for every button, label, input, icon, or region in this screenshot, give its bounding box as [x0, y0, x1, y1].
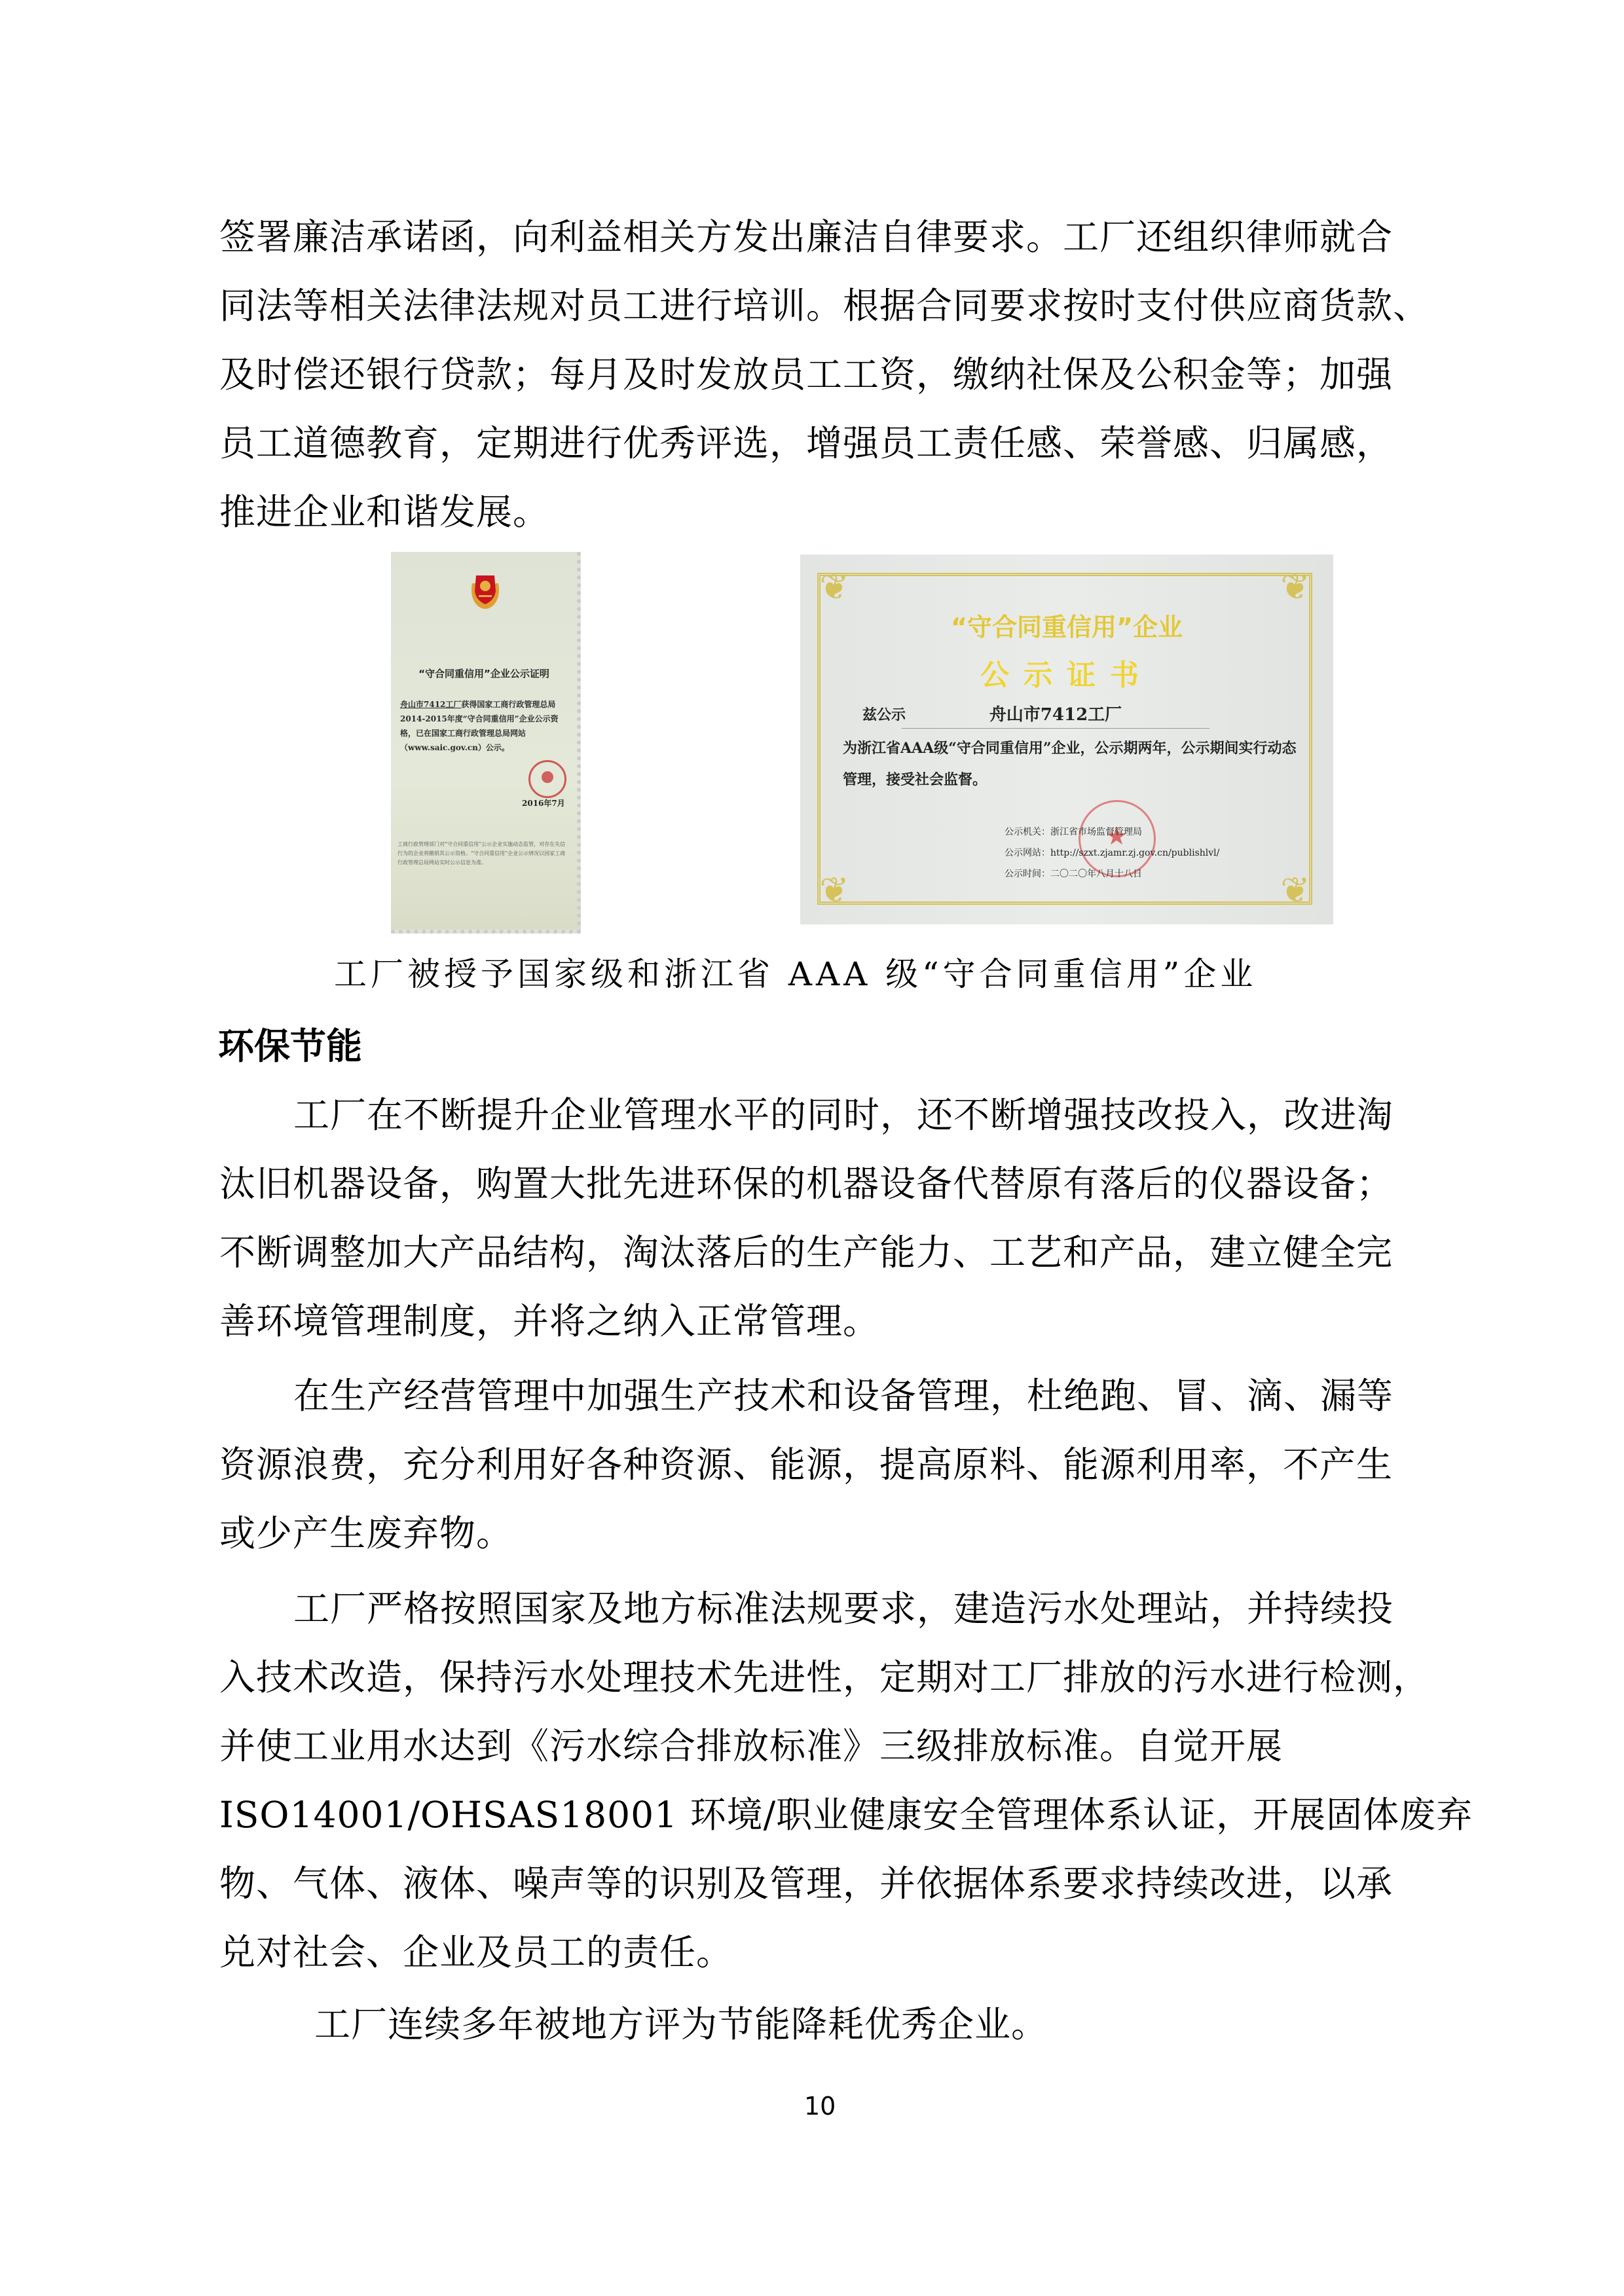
certificate-body-text: 获得国家工商行政管理总局2014-2015年度“守合同重信用”企业公示资格，已在国家工商行政管理总局网站（www.saic.gov.cn）公示。: [400, 700, 559, 752]
body-text-line: ISO14001/OHSAS18001 环境/职业健康安全管理体系认证，开展固体废弃: [219, 1794, 1473, 1836]
certificate-subtitle: 公示证书: [980, 659, 1153, 692]
body-text-line: 资源浪费，充分利用好各种资源、能源，提高原料、能源利用率，不产生: [219, 1444, 1393, 1485]
body-text-line: 善环境管理制度，并将之纳入正常管理。: [219, 1300, 880, 1342]
certificate-company: 舟山市7412工厂: [400, 700, 462, 709]
body-text-line: 入技术改造，保持污水处理技术先进性，定期对工厂排放的污水进行检测，: [219, 1656, 1430, 1698]
body-text-line: 同法等相关法律法规对员工进行培训。根据合同要求按时支付供应商货款、: [219, 285, 1430, 327]
certificate-body: [400, 697, 568, 755]
body-text-line: 员工道德教育，定期进行优秀评选，增强员工责任感、荣誉感、归属感，: [219, 422, 1393, 464]
official-seal-icon: [528, 760, 566, 798]
certificate-title: “守合同重信用”企业公示证明: [418, 668, 549, 680]
certificate-meta: [1005, 822, 1219, 884]
zhejiang-certificate-photo: [800, 555, 1333, 924]
certificate-authority: 公示机关：浙江省市场监督管理局: [1005, 827, 1142, 837]
page-number: 10: [804, 2092, 836, 2121]
ornament-corner-icon: ❦: [819, 566, 849, 608]
certificate-date: 2016年7月: [522, 799, 565, 808]
body-text-line: 汰旧机器设备，购置大批先进环保的机器设备代替原有落后的仪器设备；: [219, 1163, 1393, 1205]
body-text-line: 或少产生废弃物。: [219, 1512, 513, 1554]
certificate-body-text: 为浙江省AAA级“守合同重信用”企业，公示期两年，公示期间实行动态管理，接受社会监督。: [843, 740, 1297, 788]
ornament-corner-icon: ❦: [819, 869, 849, 911]
body-text-line: 兑对社会、企业及员工的责任。: [219, 1931, 733, 1973]
certificate-company: 舟山市7412工厂: [902, 701, 1209, 729]
body-text-line: 及时偿还银行贷款；每月及时发放员工工资，缴纳社保及公积金等；加强: [219, 354, 1393, 395]
body-text-line: 物、气体、液体、噪声等的识别及管理，并依据体系要求持续改进，以承: [219, 1863, 1393, 1904]
body-text-line: 不断调整加大产品结构，淘汰落后的生产能力、工艺和产品，建立健全完: [219, 1231, 1393, 1273]
national-emblem-icon: [468, 572, 502, 612]
certificate-date: 公示时间：二〇二〇年八月十八日: [1005, 869, 1142, 879]
ornament-corner-icon: ❦: [1280, 869, 1310, 911]
body-text-line: 工厂在不断提升企业管理水平的同时，还不断增强技改投入，改进淘: [293, 1094, 1394, 1136]
body-text-line: 并使工业用水达到《污水综合排放标准》三级排放标准。自觉开展: [219, 1725, 1283, 1767]
body-text-line: 在生产经营管理中加强生产技术和设备管理，杜绝跑、冒、滴、漏等: [293, 1375, 1394, 1417]
section-heading: 环保节能: [218, 1025, 363, 1067]
certificate-title: “守合同重信用”企业: [951, 613, 1183, 642]
body-text-line: 工厂连续多年被地方评为节能降耗优秀企业。: [314, 2003, 1048, 2045]
body-text-line: 签署廉洁承诺函，向利益相关方发出廉洁自律要求。工厂还组织律师就合: [219, 216, 1393, 258]
figure-caption: 工厂被授予国家级和浙江省 AAA 级“守合同重信用”企业: [334, 955, 1257, 993]
body-text-line: 推进企业和谐发展。: [219, 491, 550, 533]
certificate-website: 公示网站：http://szxt.zjamr.zj.gov.cn/publishlvl/: [1005, 848, 1220, 858]
body-text-line: 工厂严格按照国家及地方标准法规要求，建造污水处理站，并持续投: [293, 1588, 1394, 1630]
ornament-corner-icon: ❦: [1280, 566, 1310, 608]
certificate-label: 兹公示: [862, 706, 906, 723]
national-certificate-photo: [391, 552, 581, 934]
certificate-note: 工商行政管理部门对“守合同重信用”公示企业实施动态监管，对存在失信行为的企业将撤销其公示资格。“守合同重信用”企业公示情况以国家工商行政管理总局网站实时公示信息为准。: [397, 841, 566, 866]
